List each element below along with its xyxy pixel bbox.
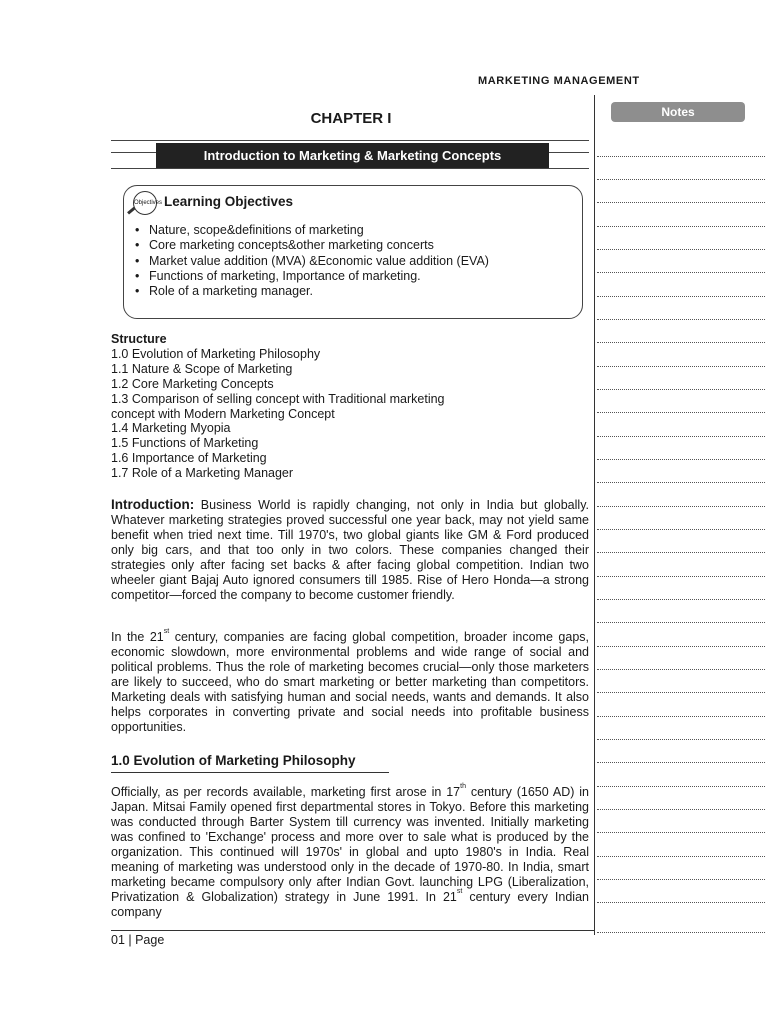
notes-line <box>597 436 765 437</box>
notes-line <box>597 296 765 297</box>
list-item: • Market value addition (MVA) &Economic value addition (EVA) <box>135 254 489 269</box>
structure-block <box>111 332 445 481</box>
banner-rule-bottom <box>111 168 589 169</box>
notes-line <box>597 506 765 507</box>
learning-objectives-list <box>135 223 489 299</box>
notes-line <box>597 389 765 390</box>
chapter-banner: Introduction to Marketing & Marketing Concepts <box>156 143 549 168</box>
notes-line <box>597 599 765 600</box>
century-pre: In the 21 <box>111 630 164 644</box>
introduction-lead: Introduction: <box>111 497 195 512</box>
structure-item: 1.7 Role of a Marketing Manager <box>111 466 294 481</box>
notes-line <box>597 902 765 903</box>
century-paragraph <box>111 630 589 735</box>
introduction-paragraph <box>111 497 589 603</box>
magnifier-icon: Objectives <box>133 191 157 215</box>
notes-line <box>597 932 765 933</box>
list-item: • Nature, scope&definitions of marketing <box>135 223 489 238</box>
structure-item: 1.2 Core Marketing Concepts <box>111 376 274 391</box>
notes-column-divider <box>594 95 595 935</box>
notes-line <box>597 319 765 320</box>
notes-line <box>597 529 765 530</box>
notes-line <box>597 576 765 577</box>
notes-line <box>597 552 765 553</box>
list-item: • Core marketing concepts&other marketing concerts <box>135 238 489 253</box>
structure-item: 1.4 Marketing Myopia <box>111 421 231 436</box>
learning-objectives-title: Learning Objectives <box>164 194 294 209</box>
notes-line <box>597 202 765 203</box>
notes-line <box>597 459 765 460</box>
notes-line <box>597 692 765 693</box>
footer-rule <box>111 930 595 931</box>
structure-item: 1.0 Evolution of Marketing Philosophy <box>111 346 321 361</box>
structure-item: concept with Modern Marketing Concept <box>111 406 335 421</box>
century-text: century, companies are facing global competition, broader income gaps, economic slowdown, more environmental problems and wide range of social and political problems. Thus the role of marketing becomes crucial—only those marketers are likely to succeed, who do smart marketing or better marketing than competitors. Marketing deals with satisfying human and social needs, wants and demands. It also helps corporates in converting private and social needs into profitable business opportunities. <box>111 630 589 734</box>
structure-item: 1.1 Nature & Scope of Marketing <box>111 361 293 376</box>
notes-line <box>597 739 765 740</box>
structure-item: 1.3 Comparison of selling concept with Traditional marketing <box>111 391 445 406</box>
evolution-part-1: Officially, as per records available, marketing first arose in 17 <box>111 785 461 799</box>
notes-line <box>597 856 765 857</box>
evolution-sup-2: st <box>456 888 463 895</box>
notes-line <box>597 366 765 367</box>
century-sup: st <box>163 628 170 635</box>
notes-line <box>597 482 765 483</box>
evolution-part-3: century every Indian company <box>111 890 589 919</box>
notes-line <box>597 809 765 810</box>
notes-line <box>597 179 765 180</box>
list-item: • Functions of marketing, Importance of marketing. <box>135 269 489 284</box>
notes-line <box>597 716 765 717</box>
chapter-title: CHAPTER I <box>310 110 392 127</box>
notes-line <box>597 156 765 157</box>
notes-line <box>597 412 765 413</box>
structure-item: 1.5 Functions of Marketing <box>111 436 259 451</box>
evolution-paragraph <box>111 785 589 920</box>
evolution-part-2: century (1650 AD) in Japan. Mitsai Family opened first departmental stores in Tokyo. Before this marketing was conducted through Barter System till currency was invented. Initially marketing was confined to 'Exchange' process and more over to sale what is produced by the organization. This continued will 1970s' in global and upto 1980's in India. Real meaning of marketing was understood only in the decade of 1970-80. In India, smart marketing became compulsory only after Indian Govt. launching LPG (Liberalization, Privatization & Globalization) strategy in June 1991. In 21 <box>111 785 589 904</box>
notes-line <box>597 249 765 250</box>
chapter-rule <box>111 140 589 141</box>
structure-heading: Structure <box>111 332 167 346</box>
notes-line <box>597 786 765 787</box>
notes-line <box>597 646 765 647</box>
notes-line <box>597 342 765 343</box>
notes-line <box>597 762 765 763</box>
running-header: MARKETING MANAGEMENT <box>478 75 640 87</box>
notes-label: Notes <box>611 102 745 122</box>
notes-line <box>597 272 765 273</box>
notes-line <box>597 622 765 623</box>
introduction-text: Business World is rapidly changing, not only in India but globally. Whatever marketing strategies proved successful one year back, may not yield same benefit when tried next time. Till 1970's, two global giants like GM & Ford produced only big cars, and that too only in two colors. These companies changed their strategies only after facing set backs & after facing global competition. Indian two wheeler giant Bajaj Auto ignored consumers till 1985. Rise of Hero Honda—a strong competitor—forced the company to become customer friendly. <box>111 498 589 602</box>
notes-line <box>597 879 765 880</box>
section-heading-underline <box>111 772 389 773</box>
notes-line <box>597 669 765 670</box>
structure-item: 1.6 Importance of Marketing <box>111 451 267 466</box>
list-item: • Role of a marketing manager. <box>135 284 489 299</box>
notes-line <box>597 832 765 833</box>
section-heading: 1.0 Evolution of Marketing Philosophy <box>111 753 356 768</box>
page-number: 01 | Page <box>111 933 165 947</box>
evolution-sup-1: th <box>460 783 466 790</box>
notes-line <box>597 226 765 227</box>
